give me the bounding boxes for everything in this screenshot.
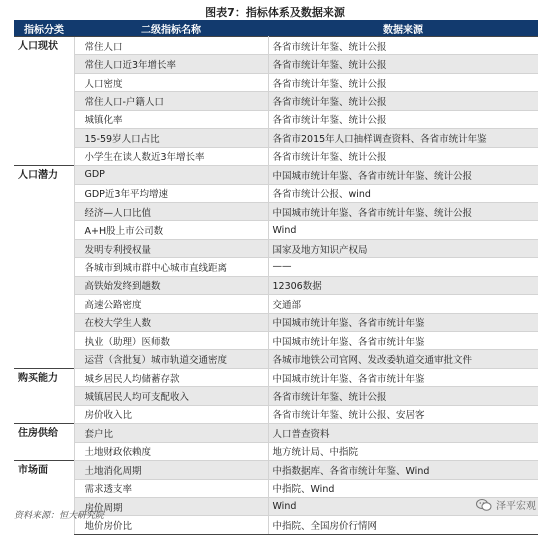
indicator-name-cell: 在校大学生人数 xyxy=(74,313,268,331)
data-source-cell: 各省市2015年人口抽样调查资料、各省市统计年鉴 xyxy=(268,129,538,147)
table-row xyxy=(14,461,538,479)
indicator-name-cell: 土地财政依赖度 xyxy=(74,442,268,460)
data-source-cell: 各省市统计年鉴、统计公报 xyxy=(268,55,538,73)
table-row xyxy=(14,92,538,110)
wechat-icon xyxy=(476,498,492,512)
table-row xyxy=(14,295,538,313)
indicator-name-cell: 城镇居民人均可支配收入 xyxy=(74,387,268,405)
data-source-cell: 中指院、全国房价行情网 xyxy=(268,516,538,534)
indicator-name-cell: 运营（含批复）城市轨道交通密度 xyxy=(74,350,268,368)
data-source-cell: 中国城市统计年鉴、各省市统计年鉴 xyxy=(268,368,538,386)
indicator-name-cell: 人口密度 xyxy=(74,73,268,91)
table-row xyxy=(14,73,538,91)
data-source-cell: 各省市统计年鉴、统计公报 xyxy=(268,92,538,110)
indicator-name-cell: 土地消化周期 xyxy=(74,461,268,479)
data-source-cell: 中国城市统计年鉴、各省市统计年鉴、统计公报 xyxy=(268,202,538,220)
table-row xyxy=(14,479,538,497)
indicator-name-cell: 城镇化率 xyxy=(74,110,268,128)
table-row xyxy=(14,55,538,73)
table-row xyxy=(14,387,538,405)
table-row xyxy=(14,221,538,239)
table-row xyxy=(14,405,538,423)
data-source-cell: 各省市统计年鉴、统计公报 xyxy=(268,73,538,91)
indicator-name-cell: 城乡居民人均储蓄存款 xyxy=(74,368,268,386)
data-source-cell: Wind xyxy=(268,221,538,239)
indicator-name-cell: 15-59岁人口占比 xyxy=(74,129,268,147)
indicator-name-cell: 需求透支率 xyxy=(74,479,268,497)
category-cell: 住房供给 xyxy=(14,424,74,461)
indicator-name-cell: 执业（助理）医师数 xyxy=(74,332,268,350)
table-row xyxy=(14,184,538,202)
indicator-name-cell: 常住人口-户籍人口 xyxy=(74,92,268,110)
data-source-cell: 各省市统计年鉴、统计公报、安居客 xyxy=(268,405,538,423)
indicator-name-cell: 地价房价比 xyxy=(74,516,268,534)
data-source-cell: 人口普查资料 xyxy=(268,424,538,442)
source-footnote: 资料来源：恒大研究院 xyxy=(14,511,105,521)
data-source-cell: 各省市统计公报、wind xyxy=(268,184,538,202)
table-row xyxy=(14,442,538,460)
indicator-name-cell: 套户比 xyxy=(74,424,268,442)
table-row xyxy=(14,110,538,128)
data-source-cell: 各省市统计年鉴、统计公报 xyxy=(268,37,538,55)
data-source-cell: 中国城市统计年鉴、各省市统计年鉴、统计公报 xyxy=(268,166,538,184)
indicator-name-cell: GDP近3年平均增速 xyxy=(74,184,268,202)
data-source-cell: 中指数据库、各省市统计年鉴、Wind xyxy=(268,461,538,479)
data-source-cell: 各省市统计年鉴、统计公报 xyxy=(268,387,538,405)
data-source-cell: 各省市统计年鉴、统计公报 xyxy=(268,110,538,128)
indicator-name-cell: A+H股上市公司数 xyxy=(74,221,268,239)
indicator-name-cell: 经济—人口比值 xyxy=(74,202,268,220)
data-source-cell: Wind xyxy=(268,497,538,515)
indicator-name-cell: 高铁始发终到趟数 xyxy=(74,276,268,294)
table-row xyxy=(14,276,538,294)
data-source-cell: —— xyxy=(268,258,538,276)
table-row xyxy=(14,258,538,276)
category-cell: 人口潜力 xyxy=(14,166,74,369)
data-source-cell: 地方统计局、中指院 xyxy=(268,442,538,460)
indicator-name-cell: 房价周期 xyxy=(74,497,268,515)
category-cell: 购买能力 xyxy=(14,368,74,423)
table-row xyxy=(14,202,538,220)
indicator-name-cell: 常住人口近3年增长率 xyxy=(74,55,268,73)
table-header-row xyxy=(14,20,538,37)
indicator-name-cell: GDP xyxy=(74,166,268,184)
table-row xyxy=(14,368,538,386)
header-data-source: 数据来源 xyxy=(268,20,538,37)
indicator-name-cell: 各城市到城市群中心城市直线距离 xyxy=(74,258,268,276)
data-source-cell: 中国城市统计年鉴、各省市统计年鉴 xyxy=(268,332,538,350)
indicator-name-cell: 小学生在读人数近3年增长率 xyxy=(74,147,268,165)
data-source-cell: 各省市统计年鉴、统计公报 xyxy=(268,147,538,165)
watermark xyxy=(476,497,536,512)
data-source-cell: 各城市地铁公司官网、发改委轨道交通审批文件 xyxy=(268,350,538,368)
table-row xyxy=(14,166,538,184)
indicator-name-cell: 高速公路密度 xyxy=(74,295,268,313)
category-cell: 人口现状 xyxy=(14,37,74,166)
indicator-name-cell: 房价收入比 xyxy=(74,405,268,423)
table-row xyxy=(14,313,538,331)
data-source-cell: 中国城市统计年鉴、各省市统计年鉴 xyxy=(268,313,538,331)
indicator-name-cell: 发明专利授权量 xyxy=(74,239,268,257)
header-category: 指标分类 xyxy=(14,20,74,37)
indicator-name-cell: 常住人口 xyxy=(74,37,268,55)
table-row xyxy=(14,350,538,368)
table-row xyxy=(14,129,538,147)
header-indicator-name: 二级指标名称 xyxy=(74,20,268,37)
table-row xyxy=(14,332,538,350)
data-source-cell: 交通部 xyxy=(268,295,538,313)
table-row xyxy=(14,147,538,165)
table-body xyxy=(14,37,538,535)
table-row xyxy=(14,239,538,257)
table-row xyxy=(14,424,538,442)
category-cell: 市场面 xyxy=(14,461,74,535)
data-source-cell: 12306数据 xyxy=(268,276,538,294)
indicator-table xyxy=(14,20,538,535)
figure-title: 图表7：指标体系及数据来源 xyxy=(205,6,345,19)
table-row xyxy=(14,37,538,55)
data-source-cell: 国家及地方知识产权局 xyxy=(268,239,538,257)
data-source-cell: 中指院、Wind xyxy=(268,479,538,497)
watermark-text: 泽平宏观 xyxy=(496,501,536,512)
